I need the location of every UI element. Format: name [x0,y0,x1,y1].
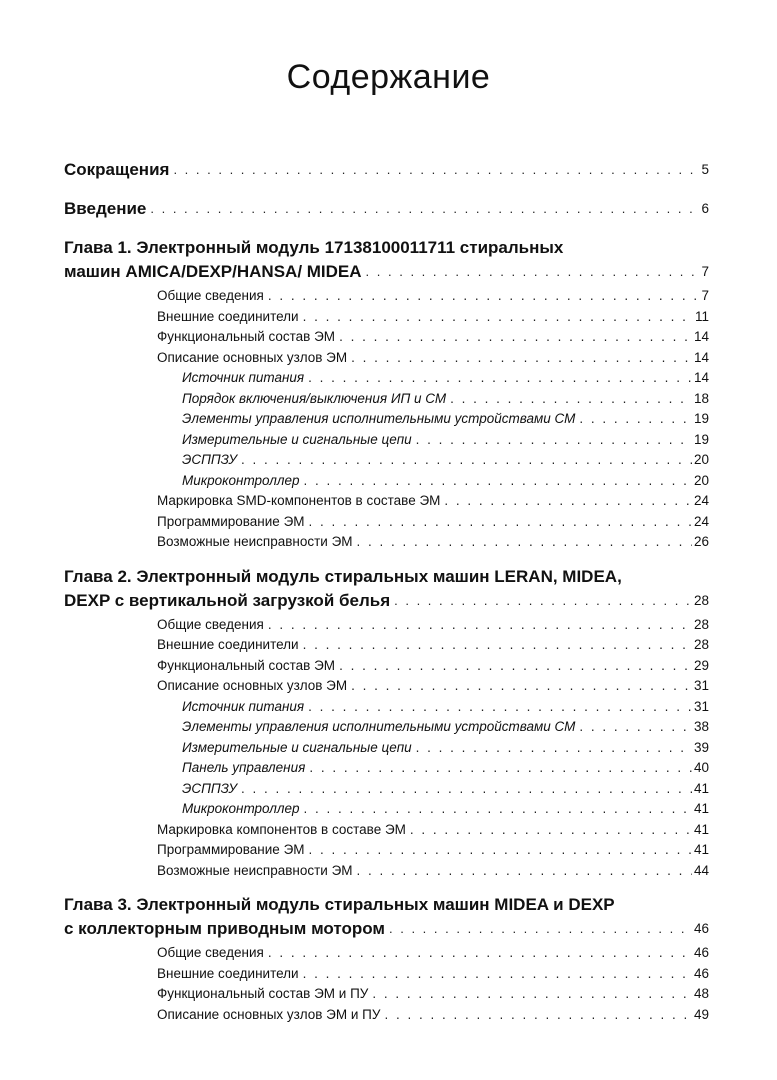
leader-dots [355,861,692,882]
toc-entry-page: 20 [693,452,709,467]
leader-dots [392,589,692,613]
toc-subentry[interactable] [64,717,709,738]
toc-entry-page: 49 [693,1006,709,1022]
toc-entry-page: 6 [701,201,709,216]
toc-entry-title: Порядок включения/выключения ИП и СМ [182,389,448,410]
table-of-contents [64,150,709,1025]
toc-entry-title: Общие сведения [157,943,266,964]
leader-dots [301,964,692,985]
toc-entry-title: Источник питания [182,697,306,718]
toc-entry[interactable] [64,984,709,1005]
toc-entry-title: Микроконтроллер [182,799,302,820]
toc-subentry[interactable] [64,368,709,389]
leader-dots [448,389,692,410]
toc-entry-page: 14 [693,329,709,344]
toc-entry-page: 31 [693,698,709,714]
toc-entry-title: Введение [64,197,148,221]
toc-entry-page: 46 [693,945,709,960]
toc-entry-page: 38 [693,719,709,734]
chapter-2 [64,565,709,882]
leader-dots [382,1005,692,1026]
toc-entry-page: 14 [693,349,709,365]
leader-dots [337,327,692,348]
toc-entry[interactable] [64,512,709,533]
toc-entry-title: Элементы управления исполнительными устройствами СМ [182,717,577,738]
toc-entry-page: 19 [693,411,709,426]
toc-entry[interactable] [64,820,709,841]
toc-entry-page: 20 [693,472,709,488]
toc-entry[interactable] [64,861,709,882]
leader-dots [302,799,692,820]
leader-dots [364,260,700,284]
toc-entry-page: 40 [693,760,709,775]
toc-entry-page: 41 [693,821,709,837]
leader-dots [414,430,692,451]
toc-subentry[interactable] [64,430,709,451]
toc-entry-title: ЭСППЗУ [182,779,239,800]
toc-subentry[interactable] [64,758,709,779]
toc-entry-page: 7 [701,288,709,303]
leader-dots [307,840,692,861]
toc-entry-title: Внешние соединители [157,307,301,328]
toc-entry-title: Элементы управления исполнительными устройствами СМ [182,409,577,430]
chapter-heading-line2: машин AMICA/DEXP/HANSA/ MIDEA [64,260,364,284]
chapter-heading[interactable] [64,260,709,284]
toc-entry-page: 46 [693,965,709,981]
toc-entry[interactable] [64,532,709,553]
toc-entry-title: ЭСППЗУ [182,450,239,471]
toc-entry-page: 31 [693,678,709,693]
chapter-page: 7 [701,264,709,279]
chapter-heading-line2: с коллекторным приводным мотором [64,917,387,941]
toc-entry-title: Внешние соединители [157,635,301,656]
toc-entry[interactable] [64,491,709,512]
toc-entry-introduction[interactable] [64,197,709,221]
leader-dots [306,368,692,389]
toc-entry-title: Внешние соединители [157,964,301,985]
leader-dots [307,512,692,533]
leader-dots [301,635,692,656]
chapter-heading[interactable] [64,917,709,941]
leader-dots [302,471,692,492]
toc-entry-page: 5 [701,162,709,177]
toc-entry-page: 14 [693,370,709,385]
toc-entry-title: Функциональный состав ЭМ [157,327,337,348]
toc-subentry[interactable] [64,409,709,430]
toc-entry-page: 29 [693,657,709,673]
leader-dots [442,491,692,512]
toc-entry-page: 41 [693,842,709,857]
toc-entry-title: Маркировка компонентов в составе ЭМ [157,820,408,841]
leader-dots [349,348,692,369]
toc-entry-page: 11 [694,308,709,324]
toc-entry-title: Описание основных узлов ЭМ [157,676,349,697]
leader-dots [266,943,692,964]
chapter-items [64,286,709,553]
toc-entry-title: Источник питания [182,368,306,389]
toc-entry-page: 41 [693,801,709,816]
chapter-heading-line2: DEXP с вертикальной загрузкой белья [64,589,392,613]
leader-dots [239,450,692,471]
toc-entry[interactable] [64,327,709,348]
toc-entry-page: 26 [693,534,709,549]
toc-entry[interactable] [64,635,709,656]
leader-dots [306,697,692,718]
chapter-heading[interactable] [64,589,709,613]
leader-dots [349,676,692,697]
chapter-1 [64,236,709,553]
toc-subentry[interactable] [64,471,709,492]
toc-entry[interactable] [64,615,709,636]
toc-entry-title: Общие сведения [157,286,266,307]
page-title: Содержание [286,58,491,96]
leader-dots [355,532,692,553]
toc-entry[interactable] [64,348,709,369]
chapter-items [64,943,709,1025]
toc-entry-title: Описание основных узлов ЭМ и ПУ [157,1005,382,1026]
toc-entry-page: 19 [693,431,709,447]
toc-entry-page: 44 [693,862,709,878]
toc-subentry[interactable] [64,799,709,820]
leader-dots [337,656,692,677]
toc-entry-title: Возможные неисправности ЭМ [157,532,355,553]
toc-entry[interactable] [64,943,709,964]
toc-entry[interactable] [64,307,709,328]
toc-subentry[interactable] [64,738,709,759]
toc-entry-page: 48 [693,986,709,1001]
leader-dots [408,820,692,841]
leader-dots [301,307,693,328]
chapter-page: 46 [693,921,709,936]
chapter-heading-line1[interactable]: Глава 1. Электронный модуль 17138100011711 стиральных [64,238,564,257]
leader-dots [577,409,692,430]
toc-entry-title: Функциональный состав ЭМ [157,656,337,677]
toc-entry[interactable] [64,1005,709,1026]
leader-dots [239,779,692,800]
toc-entry-page: 28 [693,637,709,652]
leader-dots [171,158,699,182]
toc-subentry[interactable] [64,450,709,471]
toc-entry-title: Панель управления [182,758,307,779]
toc-entry-title: Измерительные и сигнальные цепи [182,430,414,451]
chapter-items [64,615,709,882]
toc-entry-title: Описание основных узлов ЭМ [157,348,349,369]
toc-entry-title: Маркировка SMD-компонентов в составе ЭМ [157,491,442,512]
leader-dots [370,984,692,1005]
leader-dots [266,286,700,307]
toc-entry-page: 28 [693,616,709,632]
chapter-heading-line1[interactable]: Глава 3. Электронный модуль стиральных машин MIDEA и DEXP [64,895,615,914]
toc-entry[interactable] [64,286,709,307]
toc-entry-title: Сокращения [64,158,171,182]
toc-entry-page: 18 [693,390,709,406]
toc-entry-title: Программирование ЭМ [157,512,307,533]
toc-entry-title: Возможные неисправности ЭМ [157,861,355,882]
chapter-3 [64,893,709,1025]
toc-entry-page: 24 [693,513,709,529]
toc-entry-title: Программирование ЭМ [157,840,307,861]
toc-entry-page: 41 [693,780,709,796]
toc-entry-title: Измерительные и сигнальные цепи [182,738,414,759]
toc-entry-page: 24 [693,493,709,508]
toc-entry-title: Функциональный состав ЭМ и ПУ [157,984,370,1005]
leader-dots [577,717,692,738]
toc-subentry[interactable] [64,697,709,718]
toc-entry[interactable] [64,676,709,697]
leader-dots [387,917,692,941]
leader-dots [307,758,692,779]
toc-entry-title: Микроконтроллер [182,471,302,492]
toc-entry-abbreviations[interactable] [64,158,709,182]
chapter-heading-line1[interactable]: Глава 2. Электронный модуль стиральных машин LERAN, MIDEA, [64,566,622,586]
leader-dots [148,197,699,221]
toc-entry[interactable] [64,656,709,677]
toc-entry[interactable] [64,964,709,985]
leader-dots [414,738,692,759]
toc-entry-page: 39 [693,739,709,755]
chapter-page: 28 [693,592,709,608]
leader-dots [266,615,692,636]
toc-entry[interactable] [64,840,709,861]
toc-subentry[interactable] [64,389,709,410]
toc-entry-title: Общие сведения [157,615,266,636]
toc-subentry[interactable] [64,779,709,800]
